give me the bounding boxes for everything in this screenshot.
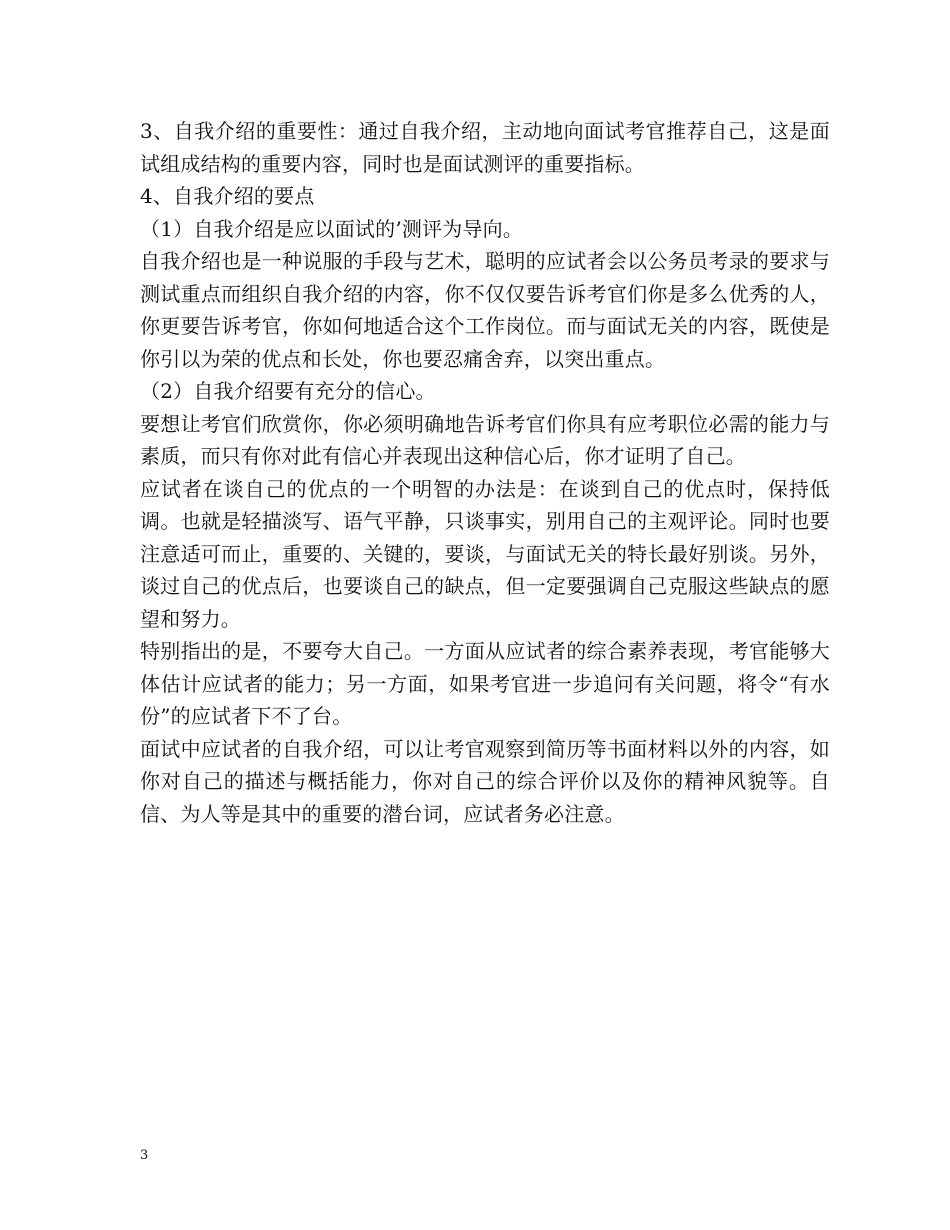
paragraph-strengths: 应试者在谈自己的优点的一个明智的办法是：在谈到自己的优点时，保持低调。也就是轻描淡写、语气平静，只谈事实，别用自己的主观评论。同时也要注意适可而止，重要的、关键的，要谈，与面试无关的特长最好别谈。另外，谈过自己的优点后，也要谈自己的缺点，但一定要强调自己克服这些缺点的愿望和努力。 [140,476,830,631]
page-number: 3 [140,1148,149,1163]
document-body [140,115,830,830]
subheading-point-1: （1）自我介绍是应以面试的’测评为导向。 [140,216,524,241]
paragraph-persuasion: 自我介绍也是一种说服的手段与艺术，聪明的应试者会以公务员考录的要求与测试重点而组织自我介绍的内容，你不仅仅要告诉考官们你是多么优秀的人，你更要告诉考官，你如何地适合这个工作岗位。而与面试无关的内容，既使是你引以为荣的优点和长处，你也要忍痛舍弃，以突出重点。 [140,249,830,371]
paragraph-confidence: 要想让考官们欣赏你，你必须明确地告诉考官们你具有应考职位必需的能力与素质，而只有你对此有信心并表现出这种信心后，你才证明了自己。 [140,411,830,468]
subheading-point-2: （2）自我介绍要有充分的信心。 [140,379,436,403]
paragraph-importance: 3、自我介绍的重要性：通过自我介绍，主动地向面试考官推荐自己，这是面试组成结构的重要内容，同时也是面试测评的重要指标。 [140,119,830,176]
heading-key-points: 4、自我介绍的要点 [140,184,315,208]
paragraph-no-exaggeration: 特别指出的是，不要夸大自己。一方面从应试者的综合素养表现，考官能够大体估计应试者的能力；另一方面，如果考官进一步追问有关问题，将令“有水份”的应试者下不了台。 [140,639,830,728]
paragraph-conclusion: 面试中应试者的自我介绍，可以让考官观察到简历等书面材料以外的内容，如你对自己的描述与概括能力，你对自己的综合评价以及你的精神风貌等。自信、为人等是其中的重要的潜台词，应试者务必注意。 [140,736,830,826]
